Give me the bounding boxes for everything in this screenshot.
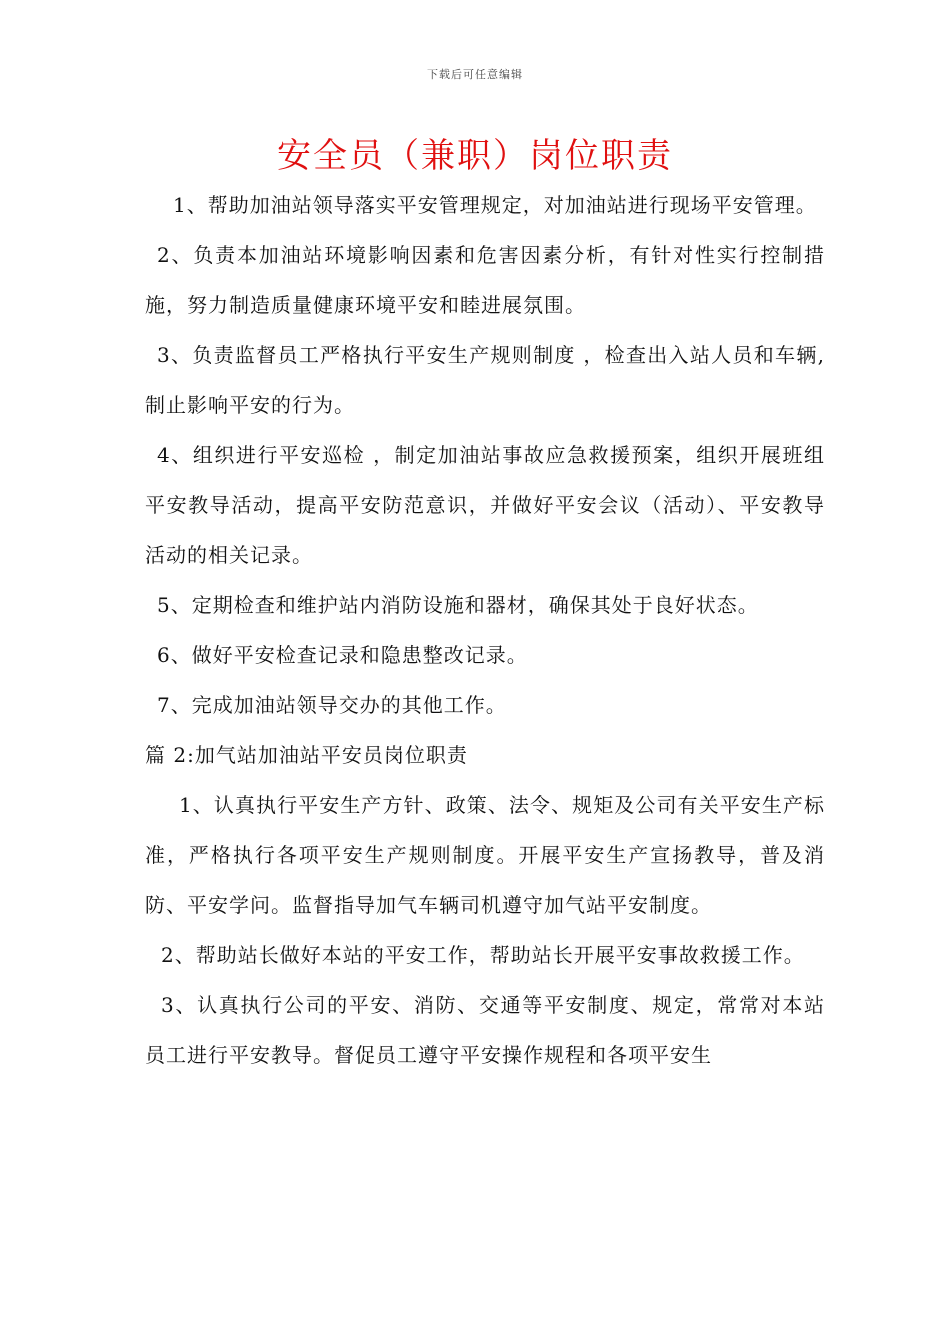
duty-item-7: 7、完成加油站领导交办的其他工作。 [157,693,507,717]
duty-item-6: 6、做好平安检查记录和隐患整改记录。 [157,643,528,667]
document-title: 安全员（兼职）岗位职责 [277,136,673,176]
header-note: 下载后可任意编辑 [427,68,523,81]
section2-item-2: 2、帮助站长做好本站的平安工作，帮助站长开展平安事故救援工作。 [161,943,805,967]
section2-item-1: 1、认真执行平安生产方针、政策、法令、规矩及公司有关平安生产标准，严格执行各项平安生产规则制度。开展平安生产宣扬教导，普及消防、平安学问。监督指导加气车辆司机遵守加气站平安制度。 [145,793,825,917]
duty-item-3: 3、负责监督员工严格执行平安生产规则制度 ，检查出入站人员和车辆, 制止影响平安的行为。 [145,343,825,417]
duty-item-1: 1、帮助加油站领导落实平安管理规定，对加油站进行现场平安管理。 [173,193,817,217]
section2-item-3: 3、认真执行公司的平安、消防、交通等平安制度、规定，常常对本站员工进行平安教导。督促员工遵守平安操作规程和各项平安生 [145,993,825,1067]
duty-item-5: 5、定期检查和维护站内消防设施和器材，确保其处于良好状态。 [157,593,759,617]
section-heading: 篇 2:加气站加油站平安员岗位职责 [145,743,468,767]
duty-item-4: 4、组织进行平安巡检 ，制定加油站事故应急救援预案，组织开展班组平安教导活动，提高平安防范意识，并做好平安会议（活动）、平安教导活动的相关记录。 [145,443,825,567]
duty-item-2: 2、负责本加油站环境影响因素和危害因素分析，有针对性实行控制措施，努力制造质量健康环境平安和睦进展氛围。 [145,243,825,317]
document-body [145,180,825,1080]
